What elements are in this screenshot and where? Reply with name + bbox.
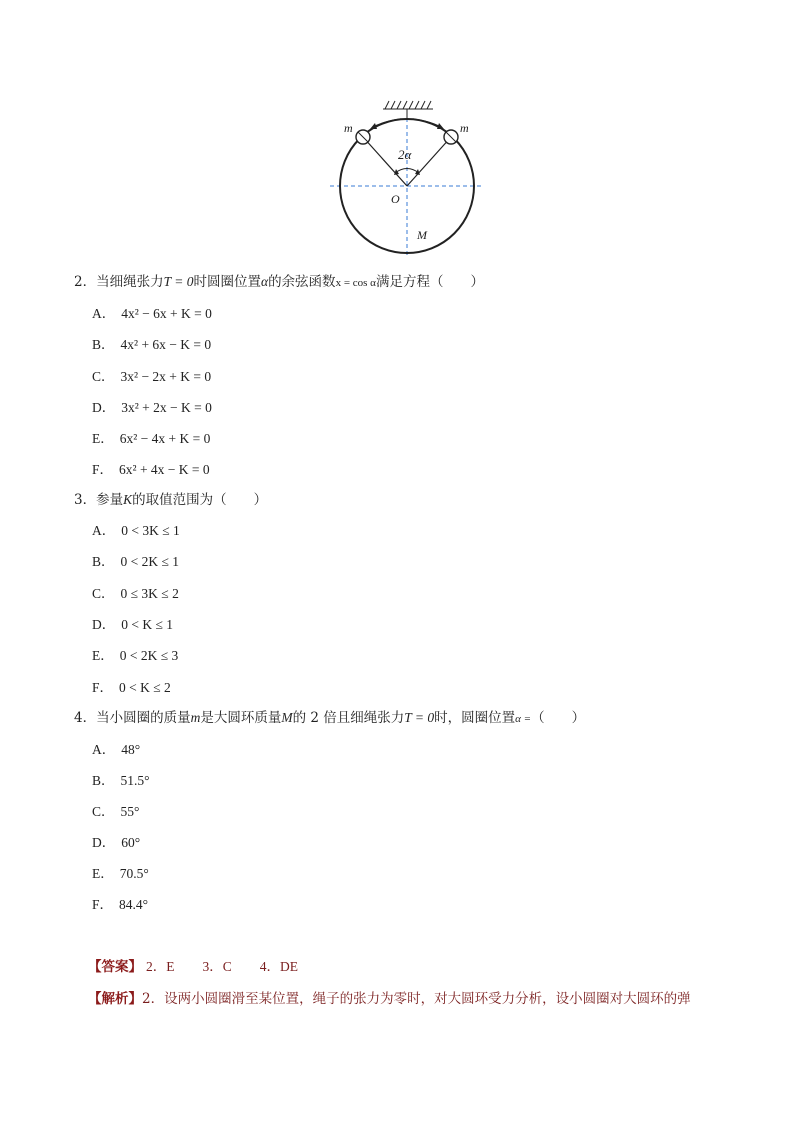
analysis-section <box>88 987 691 1007</box>
q2-stem-text-4: 满足方程（ ） <box>375 274 484 290</box>
q3-option-a[interactable] <box>92 519 180 539</box>
q2-stem-text-2: 时圆圈位置 <box>193 274 261 290</box>
q4-stem-text: 4．当小圆圈的质量 <box>74 710 191 726</box>
q4-option-a[interactable] <box>92 738 140 758</box>
option-text: 4x² − 6x + K = 0 <box>121 306 212 321</box>
option-letter: B． <box>92 554 115 569</box>
ring-diagram <box>325 96 490 261</box>
option-text: 0 ≤ 3K ≤ 2 <box>120 586 179 601</box>
label-mass: M <box>417 228 427 242</box>
option-letter: A． <box>92 523 116 538</box>
option-letter: B． <box>92 337 115 352</box>
option-letter: C． <box>92 804 115 819</box>
answer-section <box>88 955 322 975</box>
q2-option-b[interactable] <box>92 333 211 353</box>
q2-cos-expr: x = cos α <box>335 277 376 289</box>
option-letter: E． <box>92 866 114 881</box>
q4-big-m: M <box>281 710 293 725</box>
q3-stem-text-2: 的取值范围为（ ） <box>132 492 268 508</box>
q4-tension-expr: T = 0 <box>404 710 435 725</box>
option-letter: A． <box>92 306 116 321</box>
q2-stem <box>74 270 484 290</box>
analysis-text: 2．设两小圆圈滑至某位置，绳子的张力为零时，对大圆环受力分析，设小圆圈对大圆环的弹 <box>142 991 691 1007</box>
right-radius <box>407 137 451 186</box>
q4-stem-text-2: 是大圆环质量 <box>200 710 282 726</box>
option-letter: D． <box>92 835 116 850</box>
q3-option-f[interactable] <box>92 676 171 696</box>
option-letter: C． <box>92 586 115 601</box>
option-letter: F． <box>92 462 114 477</box>
q2-option-e[interactable] <box>92 427 210 447</box>
option-text: 0 < K ≤ 1 <box>121 617 174 632</box>
option-text: 0 < 2K ≤ 1 <box>120 554 180 569</box>
option-letter: B． <box>92 773 115 788</box>
q4-stem-text-4: 时，圆圈位置 <box>434 710 516 726</box>
option-text: 4x² + 6x − K = 0 <box>120 337 212 352</box>
ceiling-support <box>383 101 433 118</box>
q2-stem-text: 2．当细绳张力 <box>74 274 164 290</box>
q2-alpha: α <box>260 274 269 289</box>
option-text: 0 < 3K ≤ 1 <box>121 523 180 538</box>
q2-option-f[interactable] <box>92 458 210 478</box>
option-letter: E． <box>92 431 114 446</box>
label-m-right: m <box>460 121 469 135</box>
option-text: 70.5° <box>119 866 149 881</box>
analysis-tag: 【解析】 <box>88 991 142 1007</box>
option-letter: D． <box>92 400 116 415</box>
option-text: 84.4° <box>119 897 149 912</box>
option-text: 6x² − 4x + K = 0 <box>119 431 211 446</box>
option-text: 51.5° <box>120 773 150 788</box>
option-letter: A． <box>92 742 116 757</box>
q4-option-b[interactable] <box>92 769 150 789</box>
q4-option-e[interactable] <box>92 862 149 882</box>
label-m-left: m <box>344 121 353 135</box>
label-center: O <box>391 192 400 206</box>
answer-item-2: 2．E <box>146 959 175 974</box>
option-text: 0 < 2K ≤ 3 <box>119 648 179 663</box>
q2-option-a[interactable] <box>92 302 212 322</box>
q3-stem <box>74 488 267 508</box>
left-small-ring <box>356 130 370 144</box>
q4-stem-text-5: （ ） <box>531 710 586 726</box>
q4-option-c[interactable] <box>92 800 139 820</box>
option-letter: C． <box>92 369 115 384</box>
option-text: 0 < K ≤ 2 <box>119 680 171 695</box>
q4-option-d[interactable] <box>92 831 140 851</box>
option-text: 48° <box>121 742 141 757</box>
q3-k: K <box>123 492 133 507</box>
q4-option-f[interactable] <box>92 893 148 913</box>
q3-stem-text: 3．参量 <box>74 492 124 508</box>
q3-option-e[interactable] <box>92 644 178 664</box>
option-text: 3x² − 2x + K = 0 <box>120 369 212 384</box>
right-arrowhead <box>437 123 444 129</box>
option-text: 60° <box>121 835 141 850</box>
option-letter: F． <box>92 680 114 695</box>
q3-option-c[interactable] <box>92 582 179 602</box>
q4-alpha: α = <box>515 713 532 725</box>
q3-option-d[interactable] <box>92 613 173 633</box>
right-small-ring <box>444 130 458 144</box>
option-letter: E． <box>92 648 114 663</box>
q4-m: m <box>190 710 201 725</box>
q4-stem-text-3: 的 2 倍且细绳张力 <box>292 710 405 726</box>
option-text: 6x² + 4x − K = 0 <box>119 462 210 477</box>
answer-item-3: 3．C <box>202 959 232 974</box>
option-letter: D． <box>92 617 116 632</box>
left-arrowhead <box>370 123 377 129</box>
q2-stem-text-3: 的余弦函数 <box>268 274 336 290</box>
q2-option-c[interactable] <box>92 365 211 385</box>
q3-option-b[interactable] <box>92 550 179 570</box>
answer-tag: 【答案】 <box>88 959 142 975</box>
option-letter: F． <box>92 897 114 912</box>
label-angle: 2α <box>398 147 412 162</box>
option-text: 55° <box>120 804 140 819</box>
q2-option-d[interactable] <box>92 396 212 416</box>
answer-item-4: 4．DE <box>259 959 299 974</box>
option-text: 3x² + 2x − K = 0 <box>121 400 212 415</box>
q2-tension-expr: T = 0 <box>163 274 194 289</box>
q4-stem <box>74 706 585 726</box>
